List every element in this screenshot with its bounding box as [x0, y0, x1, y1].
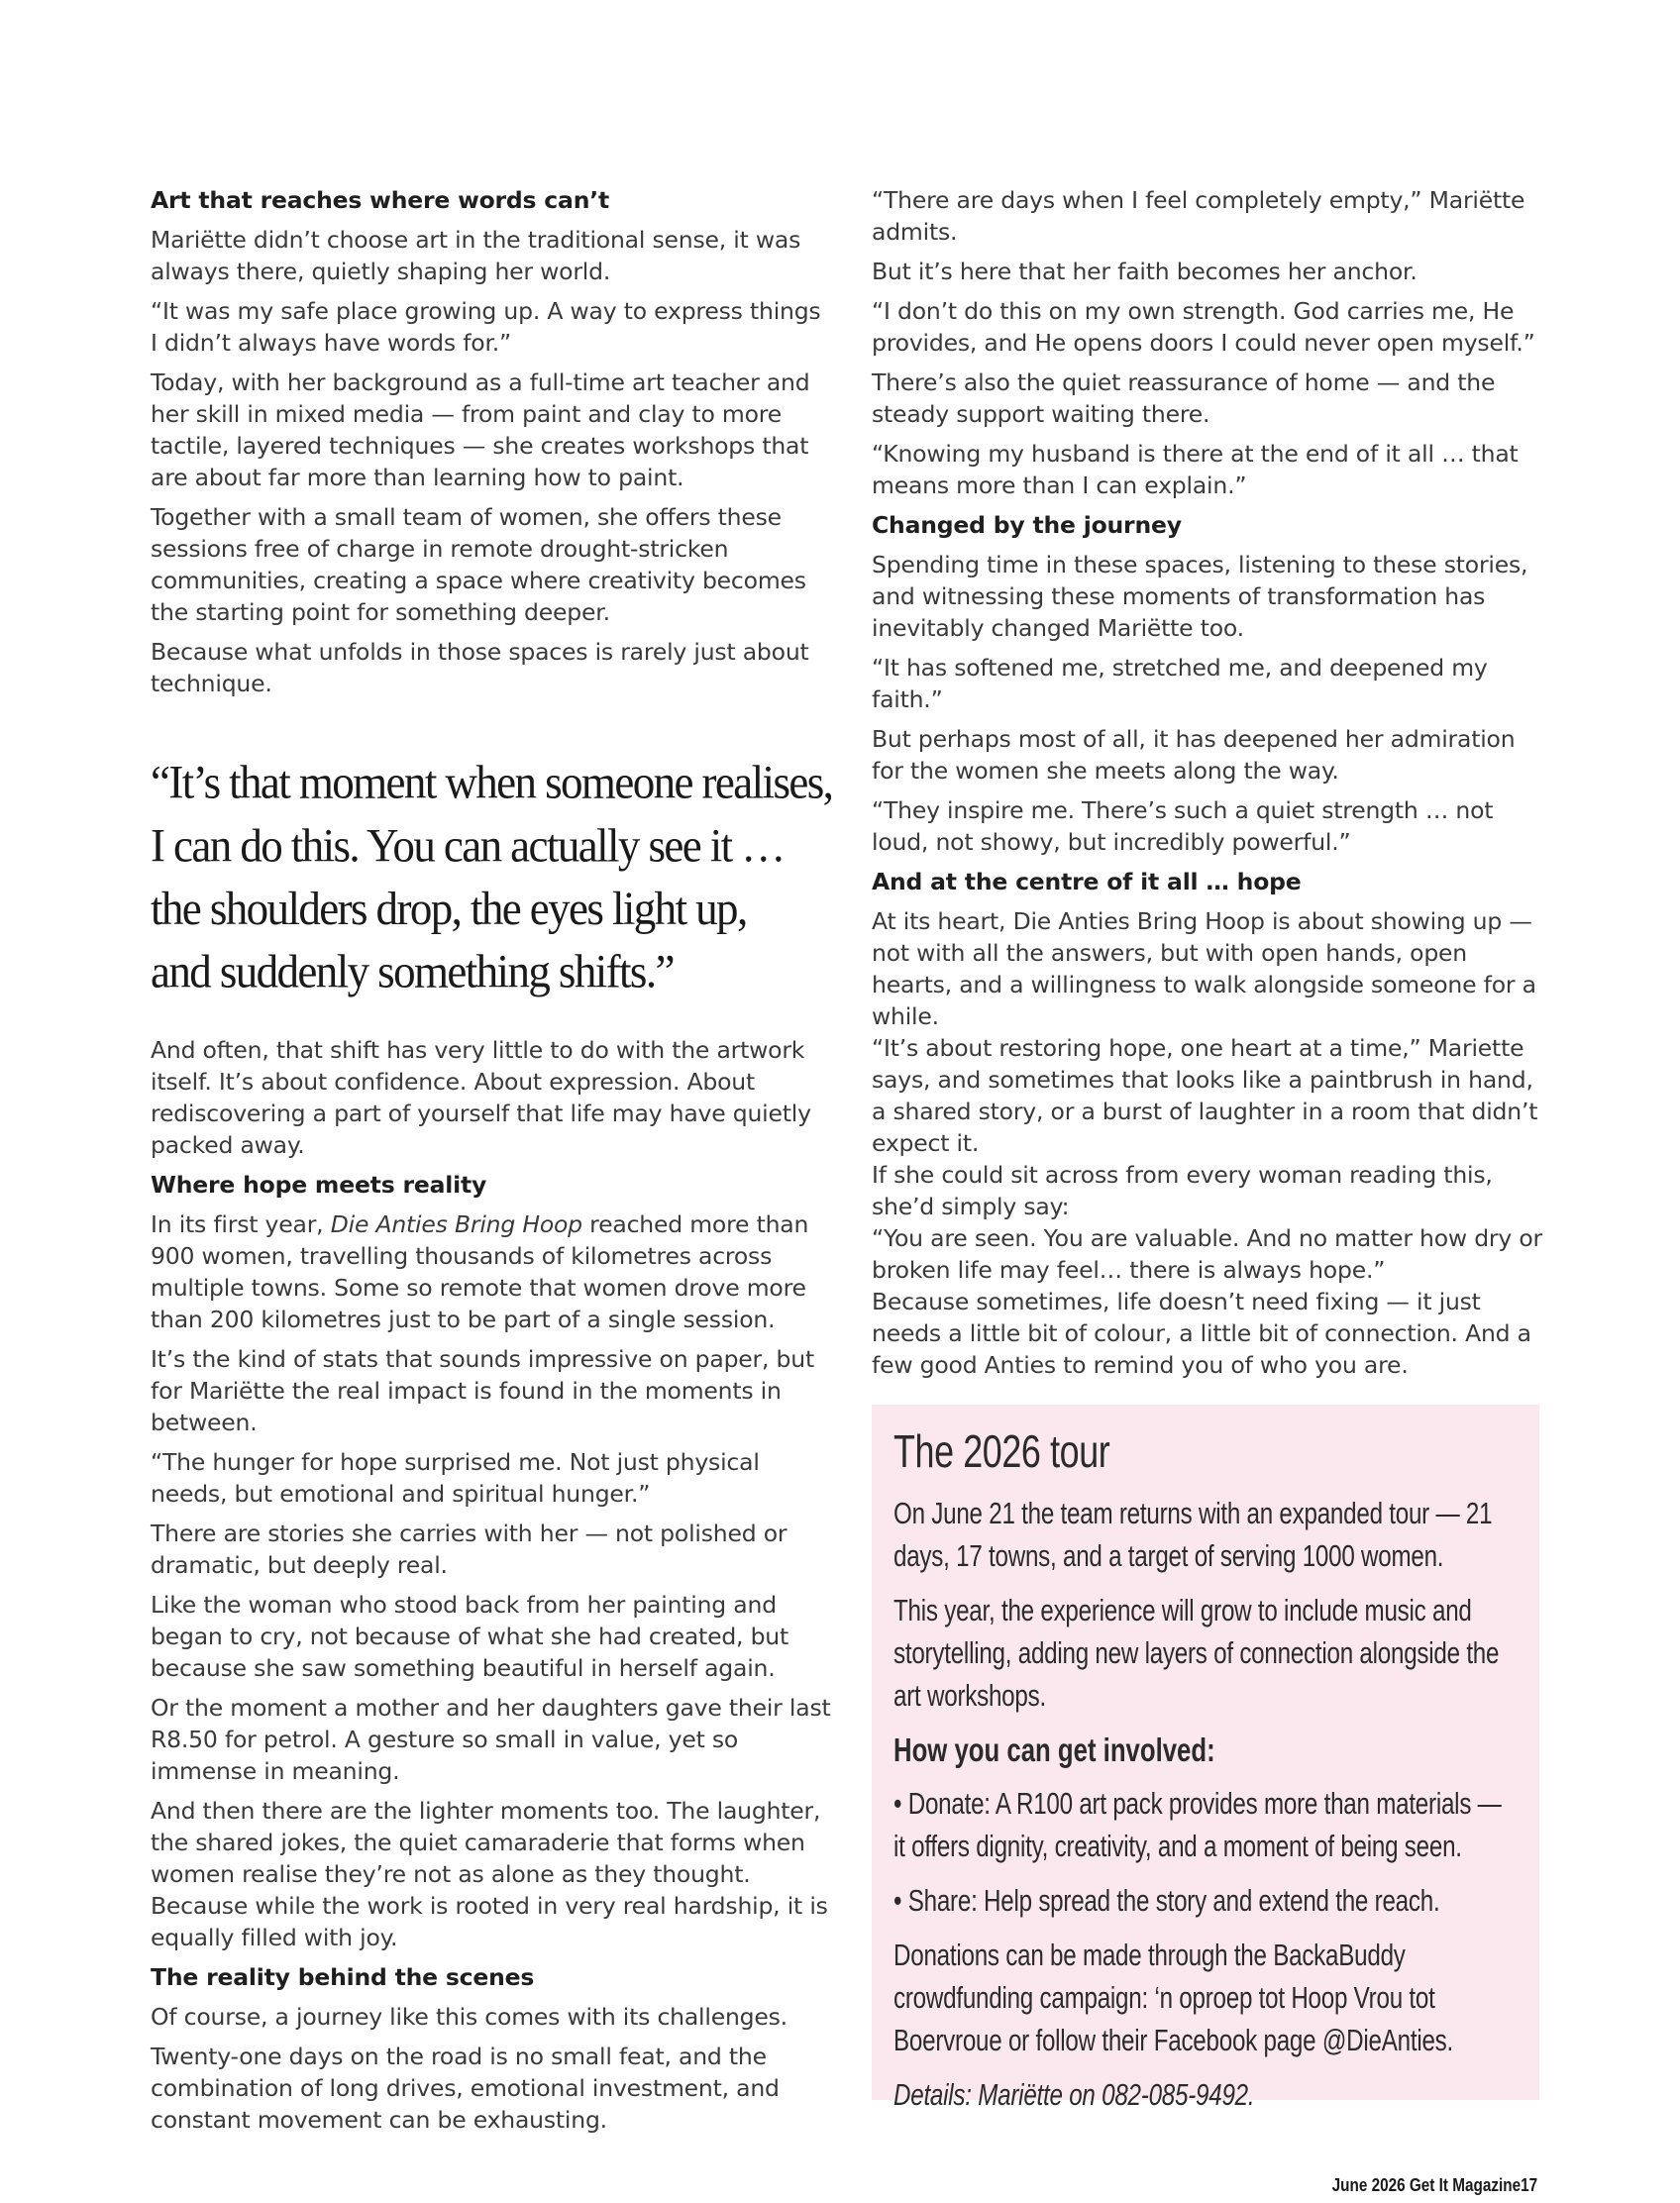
tour-box-content	[893, 1422, 1519, 2116]
issue-date: June 2026	[1331, 2175, 1406, 2195]
tour-bullet-donate: • Donate: A R100 art pack provides more than materials — it offers dignity, creativity, and a moment of being seen.	[893, 1786, 1502, 1863]
paragraph: “Knowing my husband is there at the end of it all … that means more than I can explain.”	[872, 440, 1519, 499]
tour-subheading: How you can get involved:	[893, 1731, 1215, 1768]
paragraph: But it’s here that her faith becomes her anchor.	[872, 258, 1418, 285]
paragraph: “The hunger for hope surprised me. Not just physical needs, but emotional and spiritual hunger.”	[151, 1448, 760, 1508]
section-heading-centre: And at the centre of it all … hope	[872, 868, 1302, 895]
paragraph: There’s also the quiet reassurance of home — and the steady support waiting there.	[872, 368, 1496, 428]
right-column	[872, 184, 1545, 1381]
paragraph: Or the moment a mother and her daughters gave their last R8.50 for petrol. A gesture so small in value, yet so immense in meaning.	[151, 1694, 831, 1785]
text-run: reached more than 900 women, travelling thousands of kilometres across multiple towns. Some so remote that women drove more than 200 kilometres just to be part of a single session.	[151, 1210, 809, 1333]
paragraph: “It has softened me, stretched me, and deepened my faith.”	[872, 654, 1488, 713]
pull-quote-line: the shoulders drop, the eyes light up,	[151, 882, 747, 935]
paragraph: Mariëtte didn’t choose art in the traditional sense, it was always there, quietly shaping her world.	[151, 226, 801, 285]
paragraph: “There are days when I feel completely empty,” Mariëtte admits.	[872, 186, 1525, 246]
tour-paragraph: This year, the experience will grow to include music and storytelling, adding new layers of connection alongside the art workshops.	[893, 1593, 1500, 1713]
paragraph: But perhaps most of all, it has deepened her admiration for the women she meets along the way.	[872, 725, 1516, 785]
pull-quote-line: and suddenly something shifts.”	[151, 945, 674, 998]
left-column	[151, 184, 834, 2144]
section-heading-changed: Changed by the journey	[872, 511, 1182, 539]
paragraph: “They inspire me. There’s such a quiet strength … not loud, not showy, but incredibly powerful.”	[872, 796, 1494, 856]
paragraph: There are stories she carries with her — not polished or dramatic, but deeply real.	[151, 1520, 788, 1579]
paragraph: “It was my safe place growing up. A way to express things I didn’t always have words for.”	[151, 297, 821, 357]
pull-quote-line: I can do this. You can actually see it …	[151, 818, 785, 872]
section-heading-art: Art that reaches where words can’t	[151, 186, 609, 214]
paragraph: If she could sit across from every woman reading this, she’d simply say:	[872, 1161, 1493, 1220]
page-footer	[1331, 2175, 1537, 2196]
paragraph: “I don’t do this on my own strength. God carries me, He provides, and He opens doors I could never open myself.”	[872, 297, 1535, 357]
paragraph: “You are seen. You are valuable. And no matter how dry or broken life may feel… there is always hope.”	[872, 1224, 1543, 1284]
tour-contact-details: Details: Mariëtte on 082-085-9492.	[893, 2077, 1255, 2112]
paragraph: Together with a small team of women, she offers these sessions free of charge in remote drought-stricken communities, creating a space where creativity becomes the starting point for something deeper.	[151, 503, 806, 626]
tour-paragraph: Donations can be made through the BackaBuddy crowdfunding campaign: ‘n oproep tot Hoop Vrou tot Boervroue or follow their Facebook page @DieAnties.	[893, 1938, 1454, 2057]
paragraph: It’s the kind of stats that sounds impressive on paper, but for Mariëtte the real impact is found in the moments in between.	[151, 1345, 814, 1436]
paragraph: Twenty-one days on the road is no small feat, and the combination of long drives, emotional investment, and constant movement can be exhausting.	[151, 2043, 780, 2134]
paragraph: Because sometimes, life doesn’t need fixing — it just needs a little bit of colour, a little bit of connection. And a few good Anties to remind you of who you are.	[872, 1288, 1531, 1379]
paragraph: Spending time in these spaces, listening to these stories, and witnessing these moments of transformation has inevitably changed Mariëtte too.	[872, 551, 1528, 642]
pull-quote	[151, 751, 834, 1002]
paragraph: Of course, a journey like this comes with its challenges.	[151, 2003, 788, 2031]
text-run: In its first year,	[151, 1210, 331, 1238]
italic-title: Die Anties Bring Hoop	[330, 1210, 582, 1238]
magazine-name: Get It Magazine	[1409, 2175, 1521, 2195]
page-number: 17	[1520, 2175, 1537, 2195]
paragraph: And then there are the lighter moments too. The laughter, the shared jokes, the quiet camaraderie that forms when women realise they’re not as alone as they thought. Because while the work is rooted in very real hardship, it is equally filled with joy.	[151, 1797, 828, 1951]
tour-info-box	[872, 1405, 1539, 2112]
paragraph: At its heart, Die Anties Bring Hoop is about showing up — not with all the answers, but with open hands, open hearts, and a willingness to walk alongside someone for a while.	[872, 907, 1536, 1030]
paragraph: “It’s about restoring hope, one heart at a time,” Mariette says, and sometimes that looks like a paintbrush in hand, a shared story, or a burst of laughter in a room that didn’t expect it.	[872, 1034, 1538, 1157]
tour-paragraph: On June 21 the team returns with an expanded tour — 21 days, 17 towns, and a target of serving 1000 women.	[893, 1496, 1493, 1573]
pull-quote-line: “It’s that moment when someone realises,	[151, 756, 833, 809]
paragraph: Because what unfolds in those spaces is rarely just about technique.	[151, 638, 809, 697]
section-heading-reality: The reality behind the scenes	[151, 1963, 535, 1991]
paragraph: Like the woman who stood back from her painting and began to cry, not because of what she had created, but because she saw something beautiful in herself again.	[151, 1591, 789, 1682]
paragraph: And often, that shift has very little to do with the artwork itself. It’s about confidence. About expression. About rediscovering a part of yourself that life may have quietly packed away.	[151, 1036, 811, 1159]
section-heading-hope: Where hope meets reality	[151, 1171, 487, 1199]
tour-title: The 2026 tour	[893, 1425, 1110, 1477]
paragraph: Today, with her background as a full-time art teacher and her skill in mixed media — from paint and clay to more tactile, layered techniques — she creates workshops that are about far more than learning how to paint.	[151, 368, 810, 491]
tour-bullet-share: • Share: Help spread the story and extend the reach.	[893, 1883, 1440, 1918]
paragraph	[151, 1208, 834, 1335]
